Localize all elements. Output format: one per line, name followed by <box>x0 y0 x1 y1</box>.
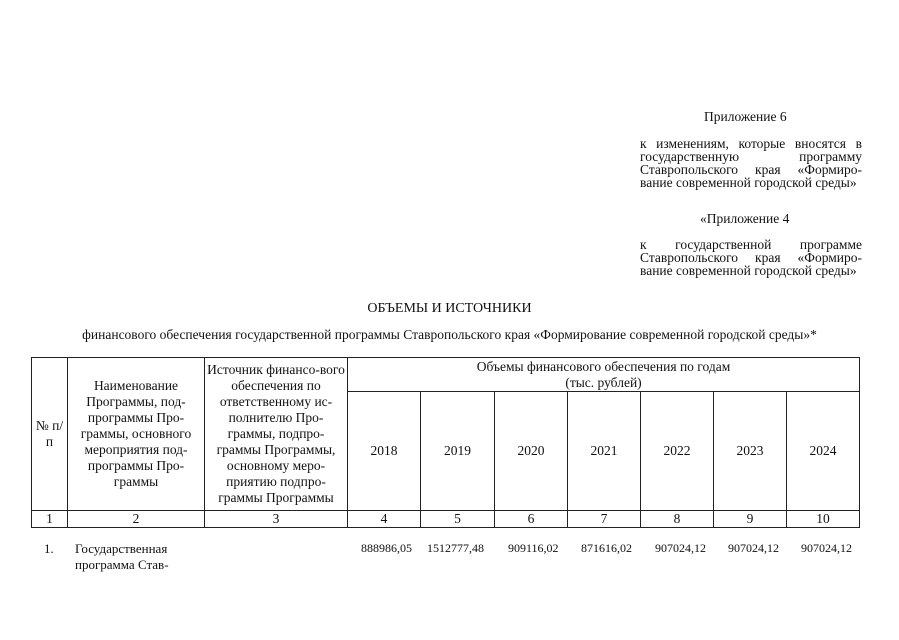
annex-4-text: к государственной программе Ставропольского края «Формиро-вание современной городской среды» <box>640 237 862 278</box>
header-num: № п/п <box>32 358 68 511</box>
header-year: 2018 <box>348 392 421 511</box>
row-value-2018: 888986,05 <box>361 541 412 555</box>
header-source: Источник финансо-вого обеспечения по ответственному ис-полнителю Про-граммы, подпро-граммы Программы, основному меро-приятию подпро-граммы Программы <box>205 358 348 511</box>
column-number: 4 <box>348 511 421 528</box>
column-number: 9 <box>714 511 787 528</box>
column-number: 1 <box>32 511 68 528</box>
header-volumes-line2: (тыс. рублей) <box>565 374 642 390</box>
header-year: 2022 <box>641 392 714 511</box>
column-number: 2 <box>68 511 205 528</box>
row-value-2024: 907024,12 <box>801 541 852 555</box>
header-year: 2023 <box>714 392 787 511</box>
header-year: 2020 <box>495 392 568 511</box>
row-value-2021: 871616,02 <box>581 541 632 555</box>
row-value-2022: 907024,12 <box>655 541 706 555</box>
annex-4-title: «Приложение 4 <box>700 211 790 226</box>
document-title: ОБЪЕМЫ И ИСТОЧНИКИ <box>367 301 532 316</box>
annex-6-title: Приложение 6 <box>704 109 787 124</box>
header-year: 2024 <box>787 392 860 511</box>
annex-6-text: к изменениям, которые вносятся в государственную программу Ставропольского края «Формиро-вание современной городской среды» <box>640 136 862 190</box>
header-year: 2019 <box>421 392 495 511</box>
column-number: 6 <box>495 511 568 528</box>
row-number: 1. <box>44 541 54 556</box>
header-year: 2021 <box>568 392 641 511</box>
financing-table <box>31 357 860 528</box>
row-value-2019: 1512777,48 <box>427 541 484 555</box>
row-value-2020: 909116,02 <box>508 541 559 555</box>
header-volumes <box>348 358 860 392</box>
row-program-name: Государственная программа Став- <box>75 541 169 572</box>
column-number: 3 <box>205 511 348 528</box>
row-value-2023: 907024,12 <box>728 541 779 555</box>
header-volumes-line1: Объемы финансового обеспечения по годам <box>476 358 731 374</box>
header-name: Наименование Программы, под-программы Про-граммы, основного мероприятия под-программы Про-граммы <box>68 358 205 511</box>
column-number: 7 <box>568 511 641 528</box>
column-number: 10 <box>787 511 860 528</box>
column-number: 5 <box>421 511 495 528</box>
column-number: 8 <box>641 511 714 528</box>
document-subtitle: финансового обеспечения государственной программы Ставропольского края «Формирование современной городской среды»* <box>82 327 817 342</box>
